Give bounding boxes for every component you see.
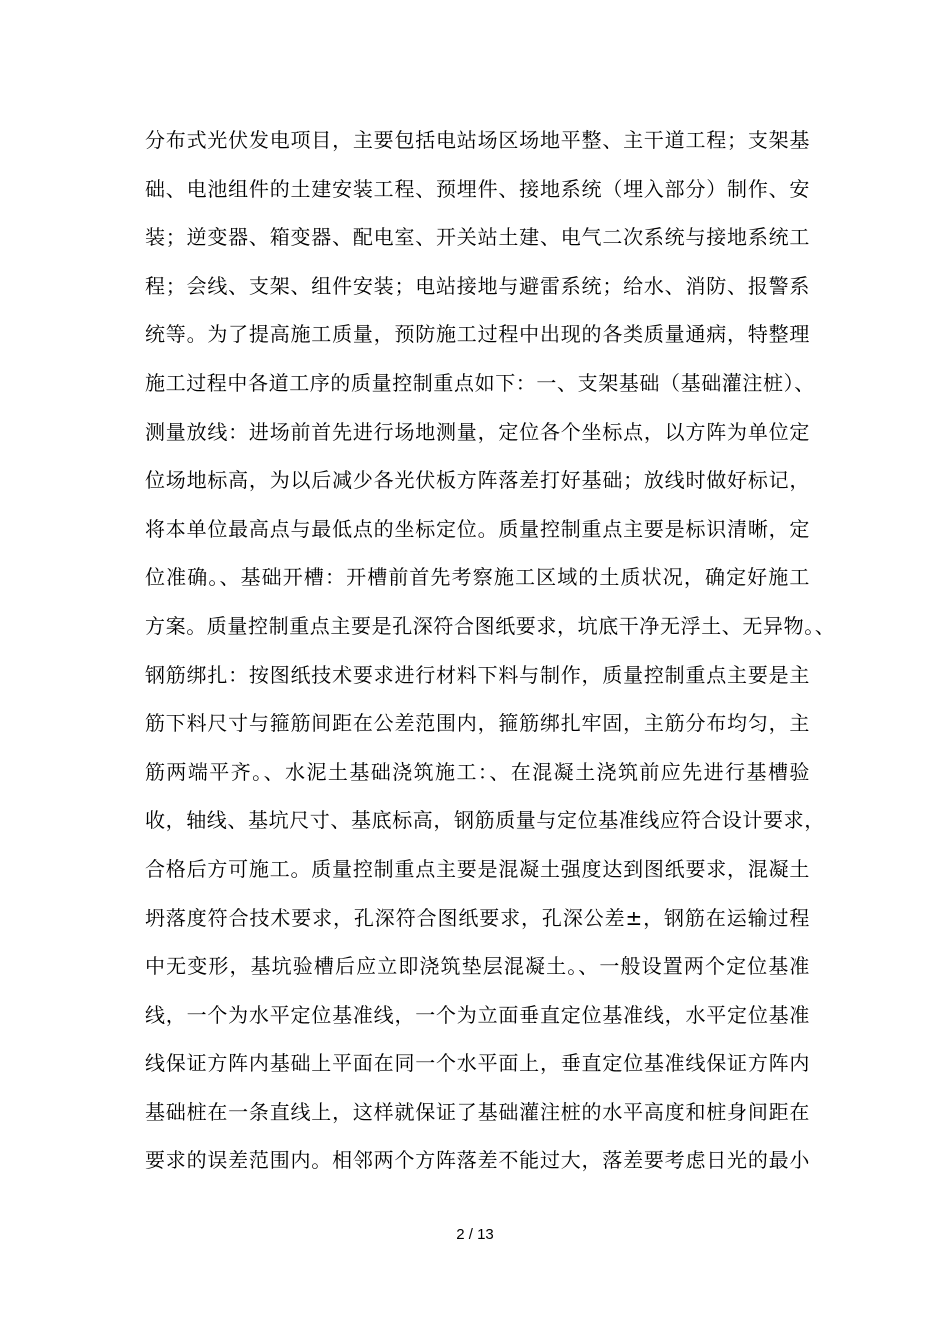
text-line: 位场地标高，为以后减少各光伏板方阵落差打好基础；放线时做好标记， (145, 468, 810, 493)
text-line: 将本单位最高点与最低点的坐标定位。质量控制重点主要是标识清晰，定 (145, 516, 810, 541)
text-line: 合格后方可施工。质量控制重点主要是混凝土强度达到图纸要求，混凝土 (145, 856, 810, 881)
text-line: 筋下料尺寸与箍筋间距在公差范围内，箍筋绑扎牢固，主筋分布均匀，主 (145, 711, 810, 736)
text-line: 收，轴线、基坑尺寸、基底标高，钢筋质量与定位基准线应符合设计要求， (145, 808, 825, 833)
text-line: 程；会线、支架、组件安装；电站接地与避雷系统；给水、消防、报警系 (145, 273, 810, 298)
text-line: 要求的误差范围内。相邻两个方阵落差不能过大，落差要考虑日光的最小 (145, 1148, 810, 1173)
text-line: 施工过程中各道工序的质量控制重点如下：一、支架基础（基础灌注桩）、 (145, 370, 815, 395)
text-line: 方案。质量控制重点主要是孔深符合图纸要求，坑底干净无浮土、无异物。、 (145, 613, 836, 638)
text-line: 基础桩在一条直线上，这样就保证了基础灌注桩的水平高度和桩身间距在 (145, 1099, 810, 1124)
body-text (145, 116, 836, 1185)
text-line: 线，一个为水平定位基准线，一个为立面垂直定位基准线，水平定位基准 (145, 1002, 810, 1027)
text-line: 装；逆变器、箱变器、配电室、开关站土建、电气二次系统与接地系统工 (145, 225, 810, 250)
page-number: 2 / 13 (456, 1226, 494, 1243)
text-line: 坍落度符合技术要求，孔深符合图纸要求，孔深公差±，钢筋在运输过程 (145, 905, 810, 930)
text-line: 统等。为了提高施工质量，预防施工过程中出现的各类质量通病，特整理 (145, 322, 810, 347)
text-line: 中无变形，基坑验槽后应立即浇筑垫层混凝土。、一般设置两个定位基准 (145, 954, 810, 979)
text-line: 钢筋绑扎：按图纸技术要求进行材料下料与制作，质量控制重点主要是主 (145, 662, 810, 687)
text-line: 筋两端平齐。、水泥土基础浇筑施工：、在混凝土浇筑前应先进行基槽验 (145, 759, 810, 784)
text-line: 位准确。、基础开槽：开槽前首先考察施工区域的土质状况，确定好施工 (145, 565, 810, 590)
text-line: 分布式光伏发电项目，主要包括电站场区场地平整、主干道工程；支架基 (145, 128, 810, 152)
text-line: 础、电池组件的土建安装工程、预埋件、接地系统（埋入部分）制作、安 (145, 176, 810, 201)
text-line: 测量放线：进场前首先进行场地测量，定位各个坐标点，以方阵为单位定 (145, 419, 810, 444)
text-line: 线保证方阵内基础上平面在同一个水平面上，垂直定位基准线保证方阵内 (145, 1051, 810, 1076)
